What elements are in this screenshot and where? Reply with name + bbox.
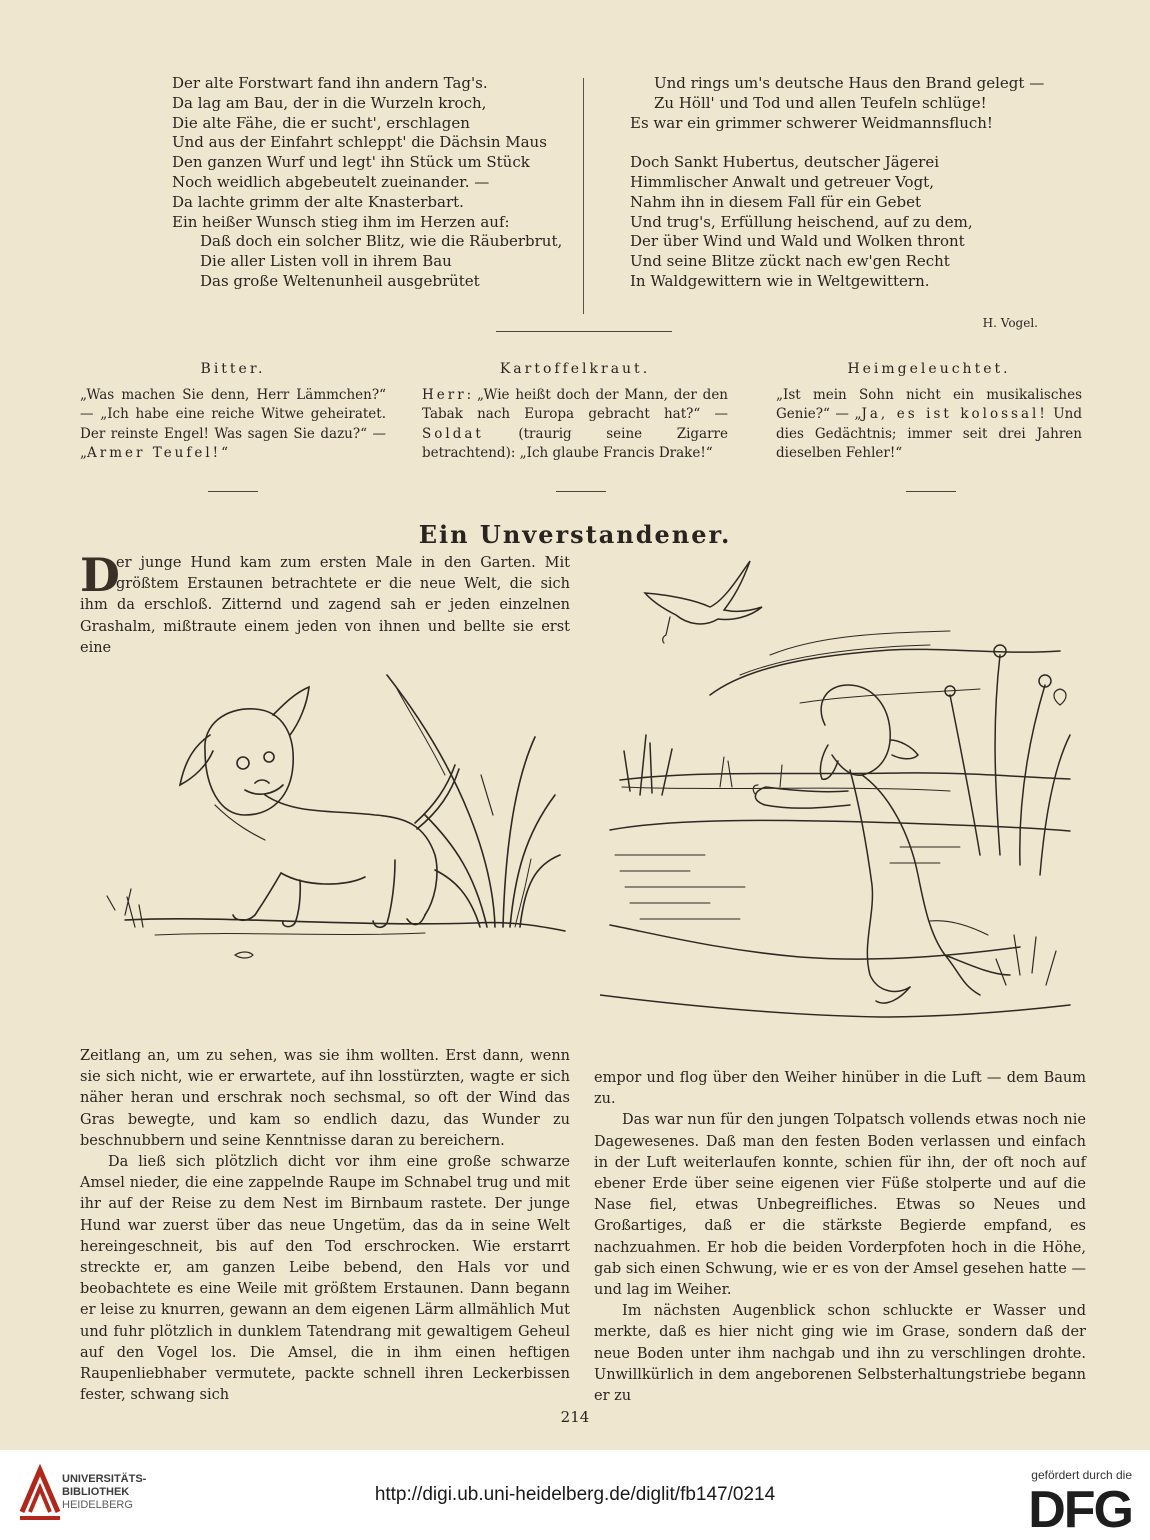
story-paragraph: empor und flog über den Weiher hinüber in die Luft — dem Baum zu. (594, 1070, 1086, 1108)
poem-right-column (630, 74, 1050, 292)
story-paragraph: Im nächsten Augenblick schon schluckte er Wasser und merkte, daß es hier nicht ging wie im Grase, sondern daß der neue Boden unter ihm nachgab und ihn zu verschlingen drohte. Unwillkürlich in dem angeborenen Selbsterhaltungstriebe begann er zu (594, 1303, 1086, 1405)
story-intro: D er junge Hund kam zum ersten Male in den Garten. Mit größtem Erstaunen betrachtete er die neue Welt, die sich ihm da erschloß. Zitternd und zagend sah er jeden einzelnen Grashalm, mißtraute einem jeden von ihnen und bellte sie erst eine (80, 548, 570, 656)
poem-line: Die alte Fähe, die er sucht', erschlagen (172, 113, 470, 132)
poem-line: Ein heißer Wunsch stieg ihm im Herzen auf: (172, 212, 510, 231)
poem-line: Der über Wind und Wald und Wolken thront (630, 232, 965, 251)
stanza-gap (630, 133, 1050, 153)
poem-divider (583, 78, 584, 314)
joke-text: Herr: „Wie heißt doch der Mann, der den Tabak nach Europa gebracht hat?“ — Soldat (traurig seine Zigarre betrachtend): „Ich glaube Francis Drake!“ (422, 386, 728, 461)
poem-line: Noch weidlich abgebeutelt zueinander. — (172, 172, 490, 191)
story-column-right (594, 1068, 1086, 1407)
library-name: UNIVERSITÄTS- BIBLIOTHEK HEIDELBERG (62, 1473, 147, 1511)
source-url-link[interactable]: http://digi.ub.uni-heidelberg.de/diglit/fb147/0214 (374, 1484, 776, 1505)
poem-line: Nahm ihn in diesem Fall für ein Gebet (630, 192, 921, 211)
joke-title: Bitter. (200, 361, 266, 377)
dfg-logo: DFG (1028, 1481, 1132, 1539)
story-column-left (80, 1046, 570, 1406)
joke-bitter (80, 360, 386, 464)
poem-line: Zu Höll' und Tod und allen Teufeln schlüge! (654, 93, 987, 112)
poem-line: Und rings um's deutsche Haus den Brand gelegt — (654, 74, 1045, 92)
puppy-in-grass-illustration (95, 665, 575, 995)
drop-cap: D (80, 548, 120, 602)
poem-line: Doch Sankt Hubertus, deutscher Jägerei (630, 153, 939, 172)
puppy-at-pond-illustration (600, 555, 1075, 1050)
poem-line: Da lag am Bau, der in die Wurzeln kroch, (172, 93, 487, 112)
joke-separator (208, 491, 258, 492)
story-paragraph: Das war nun für den jungen Tolpatsch vollends etwas noch nie Dagewesenes. Daß man den festen Boden verlassen und einfach in der Luft weiterlaufen konnte, schien für ihn, der oft noch auf ebener Erde über seine eigenen vier Füße stolperte und auf die Nase fiel, etwas Unbegreifliches. Etwas so Neues und Großartiges, daß er die stärkste Begierde empfand, es nachzuahmen. Er hob die beiden Vorderpfoten hoch in die Höhe, gab sich einen Schwung, wie er es von der Amsel gesehen hatte — und lag im Weiher. (594, 1112, 1086, 1299)
joke-title: Heimgeleuchtet. (847, 361, 1011, 377)
joke-heimgeleuchtet (776, 360, 1082, 464)
poem-line: Die aller Listen voll in ihrem Bau (200, 252, 452, 271)
poem-line: Das große Weltenunheil ausgebrütet (200, 271, 480, 290)
story-paragraph: Zeitlang an, um zu sehen, was sie ihm wollten. Erst dann, wenn sie sich nicht, wie er erwartete, auf ihn losstürzten, wagte er sich näher heran und erschrak noch sechsmal, so oft der Wind das Gras bewegte, und kam so endlich dazu, das Wunder zu beschnubbern und seine Kenntnisse daran zu bereichern. (80, 1048, 570, 1149)
story-paragraph: Da ließ sich plötzlich dicht vor ihm eine große schwarze Amsel nieder, die eine zappelnde Raupe im Schnabel trug und mit ihr auf der Reise zu dem Nest im Birnbaum rastete. Der junge Hund war zuerst über das neue Ungetüm, das da in seine Welt hereingeschneit, bis auf den Tod erschrocken. Wie erstarrt streckte er, am ganzen Leibe bebend, den Hals vor und beobachtete es eine Weile mit größtem Erstaunen. Dann begann er leise zu knurren, gewann an dem eigenen Lärm allmählich Mut und fuhr plötzlich in dunklem Tatendrang mit gewaltigem Geheul auf den Vogel los. Die Amsel, die in ihm einen heftigen Raupenliebhaber vermutete, packte schnell ihren Leckerbissen fester, schwang sich (80, 1154, 570, 1404)
poem-line: Daß doch ein solcher Blitz, wie die Räuberbrut, (200, 232, 563, 251)
poem-left-column (172, 74, 572, 292)
poem-line: Den ganzen Wurf und legt' ihn Stück um Stück (172, 153, 530, 172)
poem-author: H. Vogel. (982, 316, 1038, 330)
joke-title: Kartoffelkraut. (499, 361, 651, 377)
joke-separator (556, 491, 606, 492)
joke-text: „Ist mein Sohn nicht ein musikalisches Genie?“ — „Ja, es ist kolossal! Und dies Gedächtnis; immer seit drei Jahren dieselben Fehler!“ (776, 386, 1082, 461)
poem-line: Und seine Blitze zückt nach ew'gen Recht (630, 252, 950, 271)
poem-line: Da lachte grimm der alte Knasterbart. (172, 192, 464, 211)
poem-line: Und trug's, Erfüllung heischend, auf zu dem, (630, 212, 973, 231)
story-title: Ein Unverstandener. (418, 520, 732, 549)
poem-separator (496, 331, 672, 332)
joke-separator (906, 491, 956, 492)
page-number: 214 (560, 1408, 590, 1426)
poem-line: Es war ein grimmer schwerer Weidmannsfluch! (630, 113, 993, 132)
joke-text: „Was machen Sie denn, Herr Lämmchen?“ — „Ich habe eine reiche Witwe geheiratet. Der reinste Engel! Was sagen Sie dazu?“ — „Armer Teufel!“ (80, 386, 386, 461)
funded-by-label: gefördert durch die (1031, 1468, 1132, 1482)
joke-kartoffelkraut (422, 360, 728, 464)
poem-line: In Waldgewittern wie in Weltgewittern. (630, 271, 930, 290)
poem-line: Himmlischer Anwalt und getreuer Vogt, (630, 172, 934, 191)
poem-line: Und aus der Einfahrt schleppt' die Dächsin Maus (172, 133, 547, 152)
poem-line: Der alte Forstwart fand ihn andern Tag's. (172, 74, 488, 92)
